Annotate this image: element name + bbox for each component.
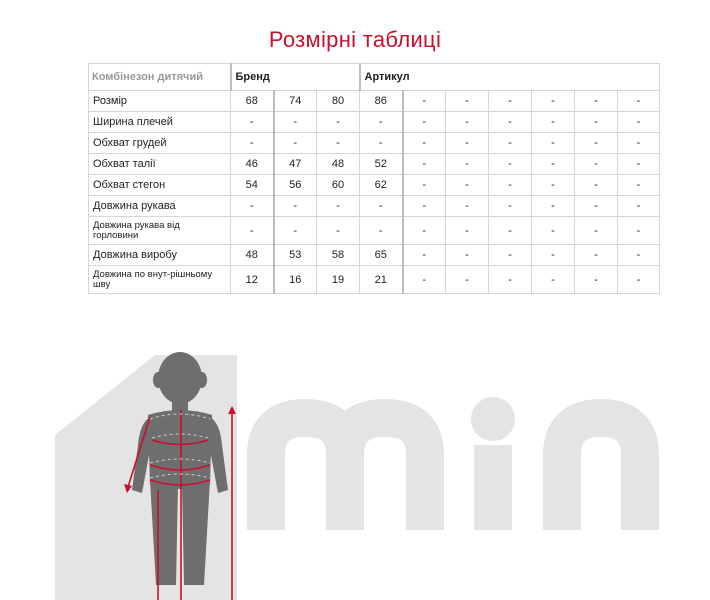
- row-label: Ширина плечей: [89, 112, 231, 133]
- article-value: -: [403, 91, 446, 112]
- article-value: -: [618, 266, 660, 294]
- table-row: [89, 133, 660, 154]
- article-value: -: [618, 154, 660, 175]
- torso: [148, 410, 212, 489]
- size-value: -: [317, 133, 360, 154]
- size-value: 48: [317, 154, 360, 175]
- table-row: [89, 266, 660, 294]
- article-value: -: [446, 217, 489, 245]
- size-value: 53: [274, 245, 317, 266]
- left-ear: [153, 372, 163, 388]
- article-value: -: [403, 266, 446, 294]
- article-value: -: [403, 196, 446, 217]
- article-value: -: [446, 154, 489, 175]
- table-row: [89, 175, 660, 196]
- article-value: -: [575, 154, 618, 175]
- size-value: -: [360, 196, 403, 217]
- size-value: -: [317, 112, 360, 133]
- product-name: Комбінезон дитячий: [89, 64, 231, 91]
- size-value: 74: [274, 91, 317, 112]
- row-label: Довжина виробу: [89, 245, 231, 266]
- article-value: -: [618, 112, 660, 133]
- article-value: -: [446, 266, 489, 294]
- article-value: -: [403, 217, 446, 245]
- article-value: -: [618, 175, 660, 196]
- measurement-illustration: [0, 335, 710, 600]
- size-value: 19: [317, 266, 360, 294]
- head: [158, 352, 202, 404]
- article-value: -: [532, 154, 575, 175]
- article-value: -: [575, 217, 618, 245]
- article-value: -: [489, 266, 532, 294]
- row-label: Обхват грудей: [89, 133, 231, 154]
- article-value: -: [446, 175, 489, 196]
- table-row: [89, 112, 660, 133]
- article-value: -: [446, 133, 489, 154]
- article-value: -: [618, 91, 660, 112]
- size-value: 46: [231, 154, 274, 175]
- size-value: 48: [231, 245, 274, 266]
- article-value: -: [575, 112, 618, 133]
- row-label: Довжина по внут-рішньому шву: [89, 266, 231, 294]
- article-value: -: [489, 133, 532, 154]
- size-value: 12: [231, 266, 274, 294]
- size-table: [88, 63, 660, 294]
- table-row: [89, 154, 660, 175]
- right-ear: [197, 372, 207, 388]
- logo-letter-m: [266, 418, 425, 530]
- logo-letter-n: [562, 418, 640, 530]
- article-value: -: [575, 91, 618, 112]
- size-value: 21: [360, 266, 403, 294]
- article-value: -: [403, 133, 446, 154]
- neck: [172, 399, 188, 411]
- article-value: -: [489, 175, 532, 196]
- article-value: -: [532, 133, 575, 154]
- article-value: -: [446, 196, 489, 217]
- article-value: -: [618, 245, 660, 266]
- article-value: -: [446, 112, 489, 133]
- article-value: -: [618, 196, 660, 217]
- size-value: -: [274, 133, 317, 154]
- size-value: 56: [274, 175, 317, 196]
- article-value: -: [532, 245, 575, 266]
- table-row: [89, 91, 660, 112]
- brand-logo: [266, 418, 640, 530]
- article-value: -: [446, 245, 489, 266]
- size-value: 60: [317, 175, 360, 196]
- table-row: [89, 196, 660, 217]
- row-label: Довжина рукава від горловини: [89, 217, 231, 245]
- logo-letter-i-dot: [471, 397, 515, 441]
- size-value: 65: [360, 245, 403, 266]
- size-value: -: [360, 217, 403, 245]
- article-value: -: [403, 112, 446, 133]
- article-value: -: [618, 133, 660, 154]
- size-value: -: [231, 196, 274, 217]
- article-value: -: [446, 91, 489, 112]
- size-value: -: [231, 217, 274, 245]
- size-value: -: [231, 112, 274, 133]
- size-value: 47: [274, 154, 317, 175]
- table-row: [89, 217, 660, 245]
- article-header: Артикул: [360, 64, 660, 91]
- size-value: -: [360, 112, 403, 133]
- article-value: -: [403, 175, 446, 196]
- article-value: -: [575, 245, 618, 266]
- size-value: 68: [231, 91, 274, 112]
- article-value: -: [489, 217, 532, 245]
- size-value: 58: [317, 245, 360, 266]
- size-value: -: [231, 133, 274, 154]
- article-value: -: [532, 112, 575, 133]
- size-value: -: [274, 217, 317, 245]
- table-header-row: [89, 64, 660, 91]
- size-value: -: [274, 112, 317, 133]
- article-value: -: [403, 245, 446, 266]
- article-value: -: [489, 196, 532, 217]
- article-value: -: [532, 175, 575, 196]
- size-value: -: [317, 196, 360, 217]
- size-value: -: [274, 196, 317, 217]
- article-value: -: [532, 91, 575, 112]
- article-value: -: [489, 91, 532, 112]
- table-row: [89, 245, 660, 266]
- article-value: -: [532, 266, 575, 294]
- size-value: 80: [317, 91, 360, 112]
- article-value: -: [532, 196, 575, 217]
- size-value: 86: [360, 91, 403, 112]
- article-value: -: [575, 133, 618, 154]
- article-value: -: [489, 112, 532, 133]
- article-value: -: [575, 196, 618, 217]
- size-value: -: [317, 217, 360, 245]
- article-value: -: [618, 217, 660, 245]
- row-label: Розмір: [89, 91, 231, 112]
- article-value: -: [489, 245, 532, 266]
- size-value: -: [360, 133, 403, 154]
- article-value: -: [575, 175, 618, 196]
- article-value: -: [489, 154, 532, 175]
- row-label: Довжина рукава: [89, 196, 231, 217]
- brand-header: Бренд: [231, 64, 360, 91]
- article-value: -: [532, 217, 575, 245]
- size-value: 16: [274, 266, 317, 294]
- page-title: Розмірні таблиці: [268, 27, 442, 52]
- size-value: 62: [360, 175, 403, 196]
- article-value: -: [575, 266, 618, 294]
- size-value: 54: [231, 175, 274, 196]
- size-value: 52: [360, 154, 403, 175]
- row-label: Обхват талії: [89, 154, 231, 175]
- article-value: -: [403, 154, 446, 175]
- row-label: Обхват стегон: [89, 175, 231, 196]
